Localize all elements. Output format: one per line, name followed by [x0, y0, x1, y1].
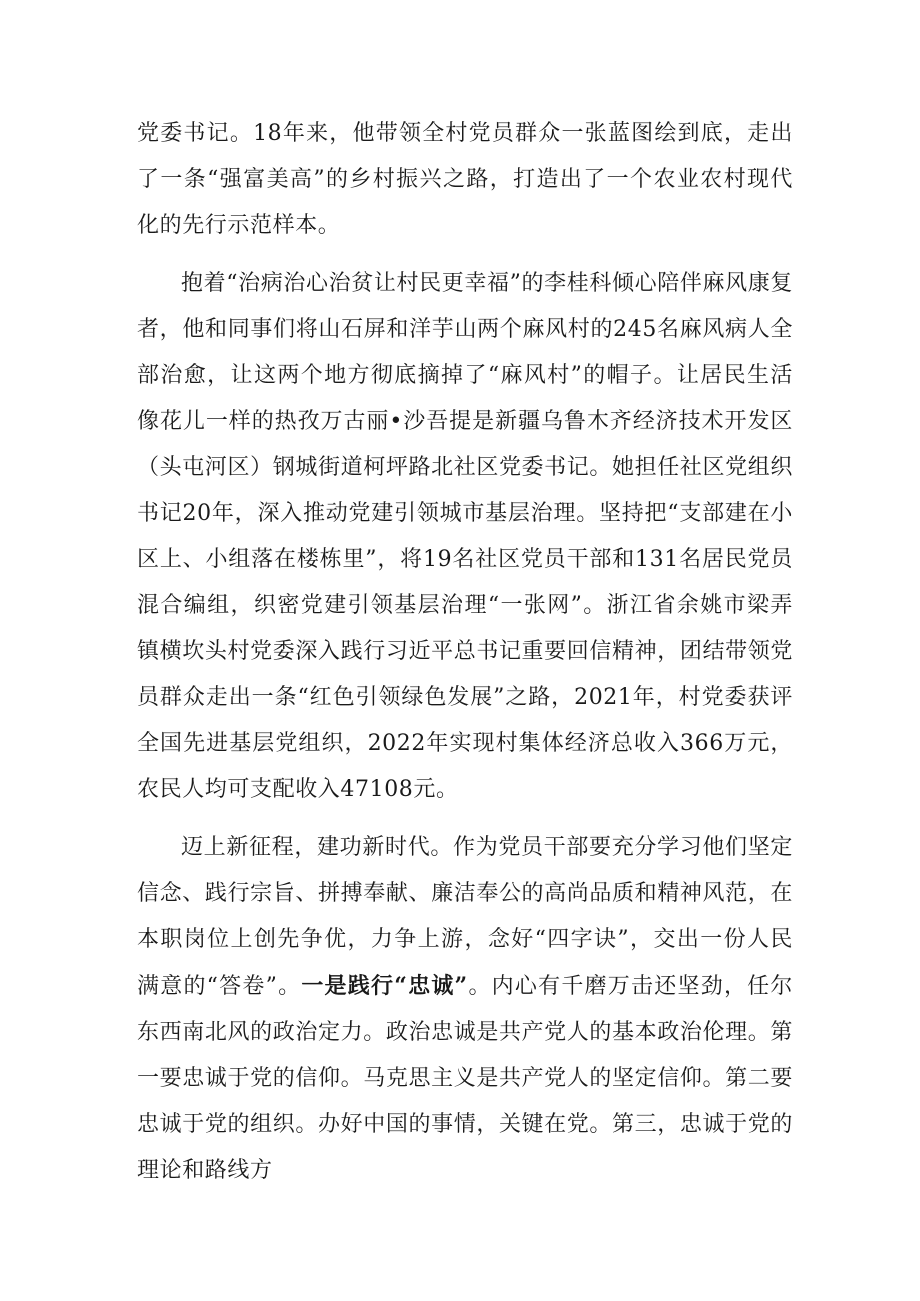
paragraph-2-text: 抱着“治病治心治贫让村民更幸福”的李桂科倾心陪伴麻风康复者，他和同事们将山石屏和洋芋山两个麻风村的245名麻风病人全部治愈，让这两个地方彻底摘掉了“麻风村”的帽子。让居民生活像花儿一样的热孜万古丽•沙吾提是新疆乌鲁木齐经济技术开发区（头屯河区）钢城街道柯坪路北社区党委书记。她担任社区党组织书记20年，深入推动党建引领城市基层治理。坚持把“支部建在小区上、小组落在楼栋里”，将19名社区党员干部和131名居民党员混合编组，织密党建引领基层治理“一张网”。浙江省余姚市梁弄镇横坎头村党委深入践行习近平总书记重要回信精神，团结带领党员群众走出一条“红色引领绿色发展”之路，2021年，村党委获评全国先进基层党组织，2022年实现村集体经济总收入366万元，农民人均可支配收入47108元。 — [137, 271, 793, 802]
paragraph-3-text-b: 。内心有千磨万击还坚劲，任尔东西南北风的政治定力。政治忠诚是共产党人的基本政治伦理。第一要忠诚于党的信仰。马克思主义是共产党人的坚定信仰。第二要忠诚于党的组织。办好中国的事情，关键在党。第三，忠诚于党的理论和路线方 — [137, 974, 793, 1183]
paragraph-2 — [137, 261, 793, 813]
paragraph-3-bold-heading: 一是践行“忠诚” — [301, 973, 468, 999]
paragraph-3 — [137, 825, 793, 1194]
paragraph-1-text: 党委书记。18年来，他带领全村党员群众一张蓝图绘到底，走出了一条“强富美高”的乡村振兴之路，打造出了一个农业农村现代化的先行示范样本。 — [137, 121, 793, 238]
paragraph-1 — [137, 111, 793, 249]
paragraph-3-text-a: 迈上新征程，建功新时代。作为党员干部要充分学习他们坚定信念、践行宗旨、拼搏奉献、廉洁奉公的高尚品质和精神风范，在本职岗位上创先争优，力争上游，念好“四字诀”，交出一份人民满意的“答卷”。 — [137, 835, 793, 999]
document-body — [137, 111, 793, 1194]
